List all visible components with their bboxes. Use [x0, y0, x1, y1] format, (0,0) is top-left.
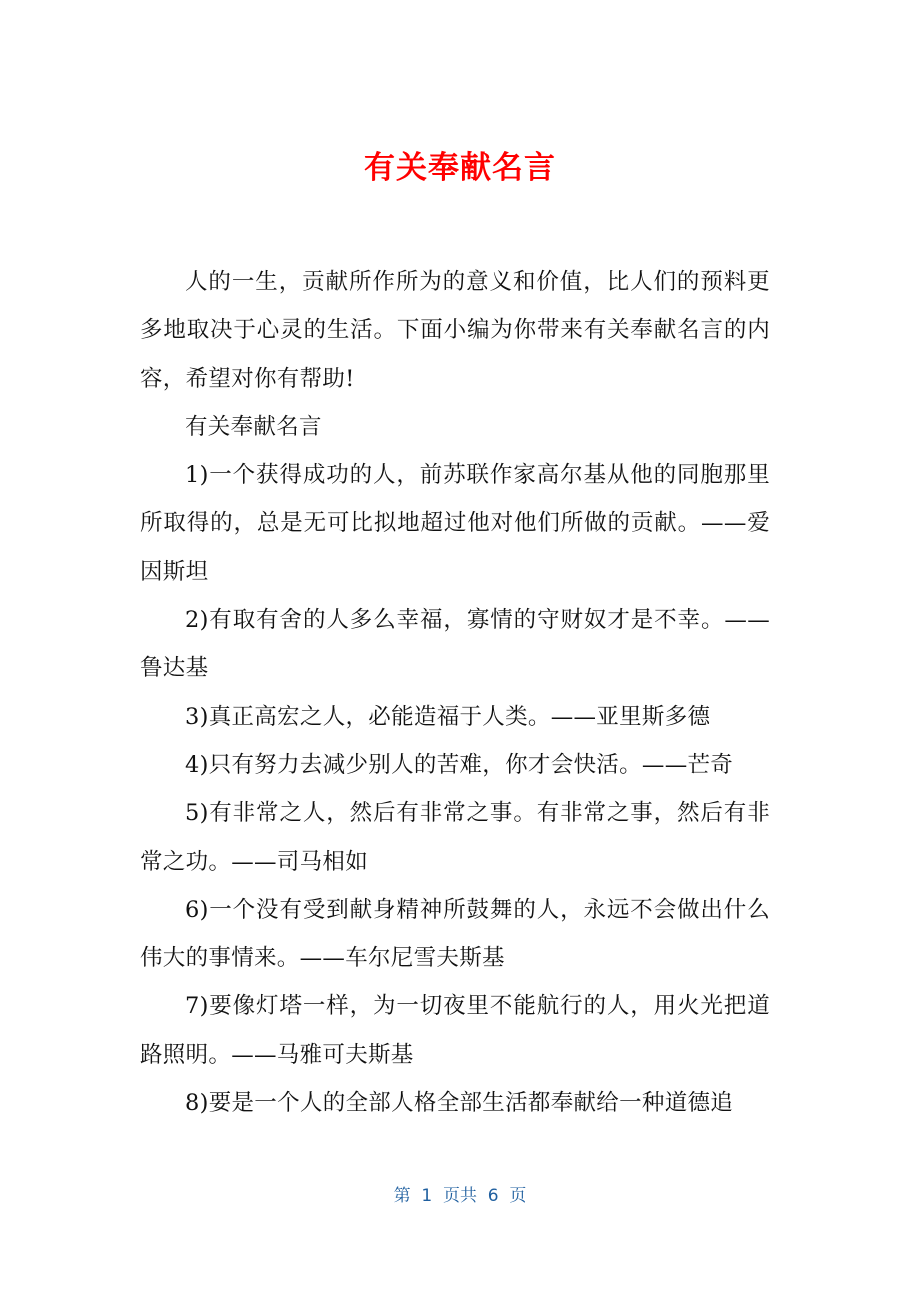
quote-item: 8)要是一个人的全部人格全部生活都奉献给一种道德追	[185, 1090, 734, 1117]
quote-item: 4)只有努力去减少别人的苦难，你才会快活。——芒奇	[185, 751, 734, 778]
quote-item: 6)一个没有受到献身精神所鼓舞的人，永远不会做出什么伟大的事情来。——车尔尼雪夫斯基	[140, 896, 770, 972]
quote-item: 5)有非常之人，然后有非常之事。有非常之事，然后有非常之功。——司马相如	[140, 800, 770, 875]
page-title: 有关奉献名言	[364, 150, 556, 186]
quote-item: 3)真正高宏之人，必能造福于人类。——亚里斯多德	[185, 703, 711, 730]
section-heading: 有关奉献名言	[185, 413, 322, 440]
page-footer: 第 1 页共 6 页	[393, 1186, 527, 1206]
quote-item: 1)一个获得成功的人，前苏联作家高尔基从他的同胞那里所取得的，总是无可比拟地超过他对他们所做的贡献。——爱因斯坦	[140, 462, 770, 585]
intro-paragraph: 人的一生，贡献所作所为的意义和价值，比人们的预料更多地取决于心灵的生活。下面小编为你带来有关奉献名言的内容，希望对你有帮助!	[140, 269, 770, 392]
quote-item: 2)有取有舍的人多么幸福，寡情的守财奴才是不幸。——鲁达基	[140, 607, 770, 682]
quote-item: 7)要像灯塔一样，为一切夜里不能航行的人，用火光把道路照明。——马雅可夫斯基	[140, 993, 770, 1068]
document-body	[140, 258, 770, 1127]
